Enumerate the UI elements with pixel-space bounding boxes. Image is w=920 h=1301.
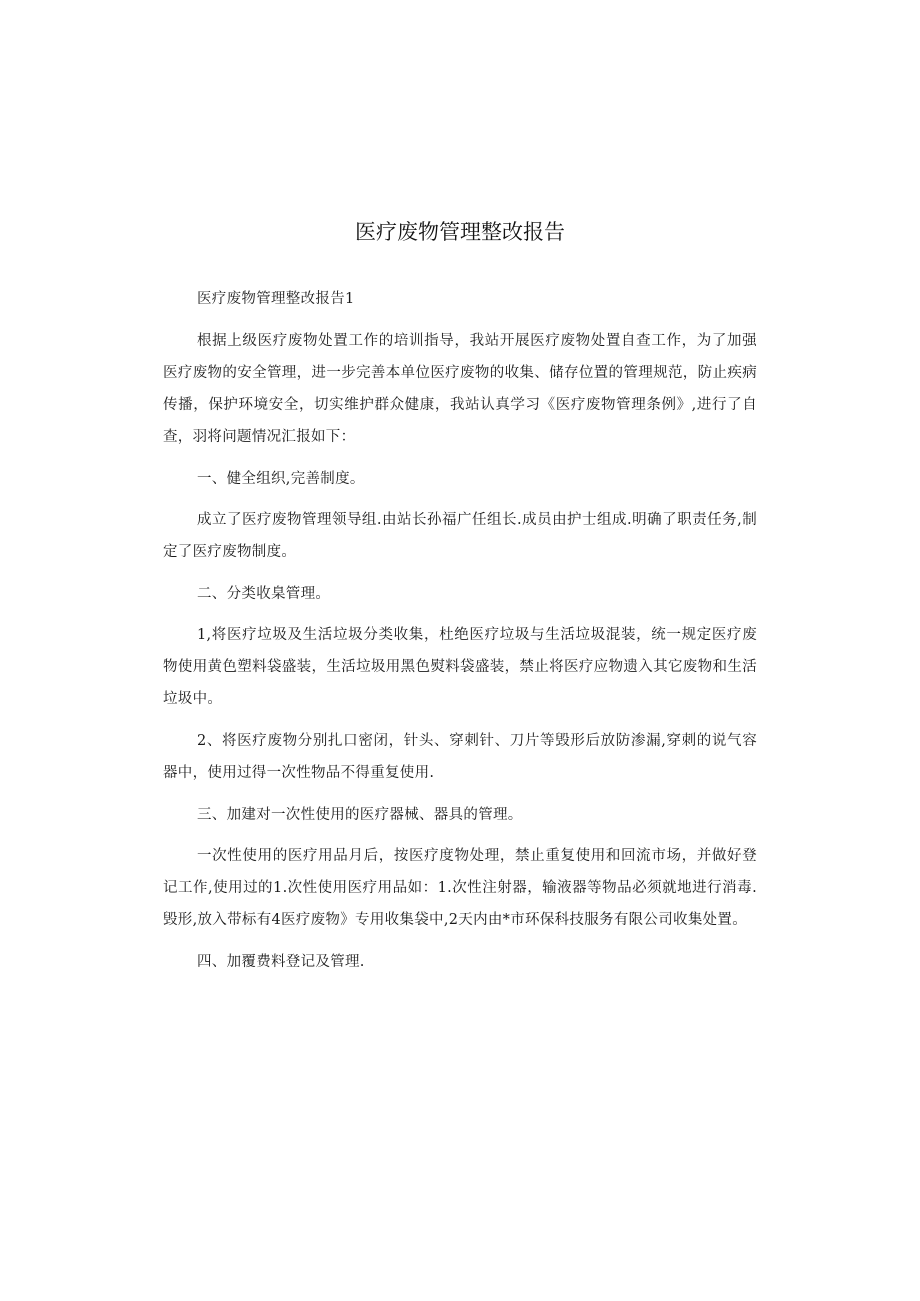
section-heading-1: 一、健全组织,完善制度。 [197,471,365,487]
section-heading-2: 二、分类收臬管理。 [197,586,331,602]
document-title: 医疗废物管理整改报告 [355,220,565,244]
section-heading-3: 三、加建对一次性使用的医疗器械、器具的管理。 [197,807,523,823]
section-heading-4: 四、加覆费料登记及管理. [197,954,365,970]
section-3-paragraph: 一次性使用的医疗用品月后，按医疗度物处理，禁止重复使用和回流市场，并做好登记工作,使用过的1.次性使用医疗用品如：1.次性注射器，输液器等物品必须就地进行消毒.毁形,放入带标有4医疗废物》专用收集袋中,2天内由*市环保科技服务有限公司收集处置。 [163,848,757,928]
intro-paragraph: 根据上级医疗废物处置工作的培训指导，我站开展医疗废物处置自查工作，为了加强医疗废物的安全管理，进一步完善本单位医疗废物的收集、储存位置的管理规范，防止疾病传播，保护环境安全，切实维护群众健康，我站认真学习《医疗废物管理条例》,进行了自查，羽将问题情况汇报如下： [163,333,757,445]
section-2-item-2: 2、将医疗废物分别扎口密闭，针头、穿刺针、刀片等毁形后放防渗漏,穿刺的说气容器中，使用过得一次性物品不得重复使用. [163,733,757,781]
document-body [163,283,757,987]
report-subtitle: 医疗废物管理整改报告1 [197,291,355,307]
section-1-paragraph: 成立了医疗废物管理领导组.由站长孙福广任组长.成员由护士组成.明确了职责任务,制定了医疗废物制度。 [163,512,757,560]
section-2-item-1: 1,将医疗垃圾及生活垃圾分类收集，杜绝医疗垃圾与生活垃圾混装，统一规定医疗废物使用黄色塑料袋盛装，生活垃圾用黑色熨料袋盛装，禁止将医疗应物遗入其它废物和生活垃圾中。 [163,627,757,707]
